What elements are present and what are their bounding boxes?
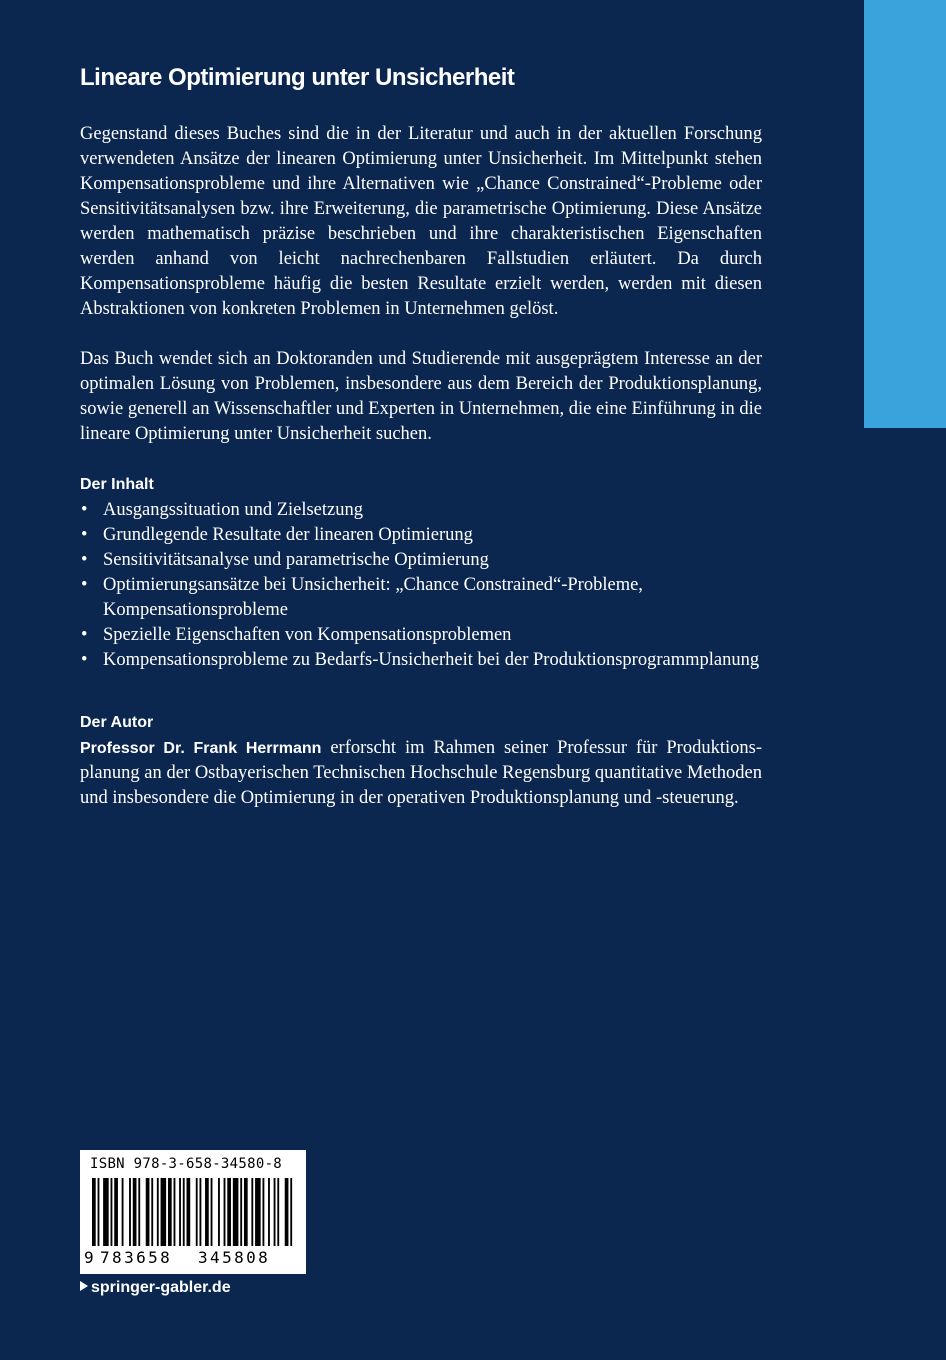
author-heading: Der Autor <box>80 714 154 731</box>
author-name: Professor Dr. Frank Herrmann <box>80 740 322 757</box>
publisher-website[interactable] <box>80 1279 231 1297</box>
author-bio <box>80 736 762 811</box>
barcode-bar <box>174 1178 176 1246</box>
barcode-bar <box>251 1178 253 1246</box>
barcode-bar <box>233 1178 239 1246</box>
description-paragraph-1: Gegenstand dieses Buches sind die in der Literatur und auch in der aktuellen Forschung verwendeten Ansätze der linearen Optimierung unter Unsicherheit. Im Mittelpunkt stehen Kompensationsprobleme und ihre Alternativen wie „Chance Constrained“-Probleme oder Sensitivitätsanalysen bzw. ihre Erweiterung, die parametrische Optimierung. Diese Ansätze werden mathematisch präzise beschrieben und ihre charakteristischen Eigenschaften werden anhand von leicht nachrechenbaren Fallstudien erläutert. Da durch Kompensationsprobleme häufig die besten Resultate erzielt werden, werden mit diesen Abstraktionen von konkreten Problemen in Unternehmen gelöst. <box>80 124 762 319</box>
barcode-bar <box>114 1178 118 1246</box>
barcode-bar <box>240 1178 242 1246</box>
description-paragraph-2: Das Buch wendet sich an Doktoranden und Studierende mit ausgeprägtem Interesse an der optimalen Lösung von Problemen, insbesondere aus dem Bereich der Produktionsplanung, sowie generell an Wissenschaftler und Experten in Unternehmen, die eine Einführung in die lineare Optimierung unter Unsicherheit suchen. <box>80 349 762 444</box>
barcode-bar <box>196 1178 198 1246</box>
barcode-bar <box>224 1178 226 1246</box>
list-item: • Spezielle Eigenschaften von Kompensationsproblemen <box>80 623 770 648</box>
list-item: • Grundlegende Resultate der linearen Optimierung <box>80 523 770 548</box>
barcode-bar <box>179 1178 181 1246</box>
barcode-bar <box>244 1178 248 1246</box>
barcode-bar <box>111 1178 113 1246</box>
barcode-bar <box>122 1178 124 1246</box>
barcode-bar <box>92 1178 96 1246</box>
barcode-digit-group-1: 783658 <box>100 1248 173 1267</box>
contents-list <box>80 498 770 673</box>
list-item: • Kompensationsprobleme zu Bedarfs-Unsicherheit bei der Produktionsprogrammplanung <box>80 648 770 673</box>
barcode-bar <box>146 1178 150 1246</box>
barcode-bar <box>103 1178 109 1246</box>
barcode-bar <box>255 1178 261 1246</box>
barcode-bar <box>183 1178 185 1246</box>
list-item: • Optimierungsansätze bei Unsicherheit: „Chance Constrained“-Probleme, Kompensationsprobleme <box>80 573 770 623</box>
contents-heading: Der Inhalt <box>80 476 154 493</box>
barcode-digit-first: 9 <box>84 1248 97 1267</box>
barcode-bar <box>205 1178 209 1246</box>
barcode-bar <box>157 1178 159 1246</box>
barcode-bar <box>168 1178 172 1246</box>
website-label[interactable]: springer-gabler.de <box>91 1279 231 1296</box>
barcode-bar <box>211 1178 213 1246</box>
accent-stripe <box>864 0 946 428</box>
barcode-bar <box>277 1178 279 1246</box>
barcode-bar <box>268 1178 270 1246</box>
book-title: Lineare Optimierung unter Unsicherheit <box>80 64 515 91</box>
barcode-bar <box>274 1178 276 1246</box>
barcode-bar <box>151 1178 153 1246</box>
barcode-bar <box>290 1178 292 1246</box>
barcode-digit-group-2: 345808 <box>198 1248 271 1267</box>
barcode-bar <box>129 1178 131 1246</box>
barcode-bar <box>187 1178 191 1246</box>
barcode-bar <box>161 1178 167 1246</box>
arrow-right-icon <box>80 1281 88 1291</box>
barcode-box <box>80 1150 306 1274</box>
barcode-bar <box>199 1178 201 1246</box>
barcode-bar <box>133 1178 137 1246</box>
barcode-bar <box>98 1178 100 1246</box>
barcode-bar <box>138 1178 140 1246</box>
barcode-bar <box>218 1178 220 1246</box>
barcode-bars <box>92 1178 294 1246</box>
barcode-bar <box>262 1178 264 1246</box>
barcode-bar <box>227 1178 231 1246</box>
list-item: • Ausgangssituation und Zielsetzung <box>80 498 770 523</box>
list-item: • Sensitivitätsanalyse und parametrische Optimierung <box>80 548 770 573</box>
author-description: erforscht im Rahmen seiner Professur für Produktionsplanung an der Ostbayerischen Technischen Hochschule Regensburg quantitative Methoden und insbesondere die Optimierung in der operativen Produktionsplanung und -steuerung. <box>80 738 762 808</box>
isbn-label: ISBN 978-3-658-34580-8 <box>90 1156 283 1172</box>
barcode-bar <box>285 1178 289 1246</box>
